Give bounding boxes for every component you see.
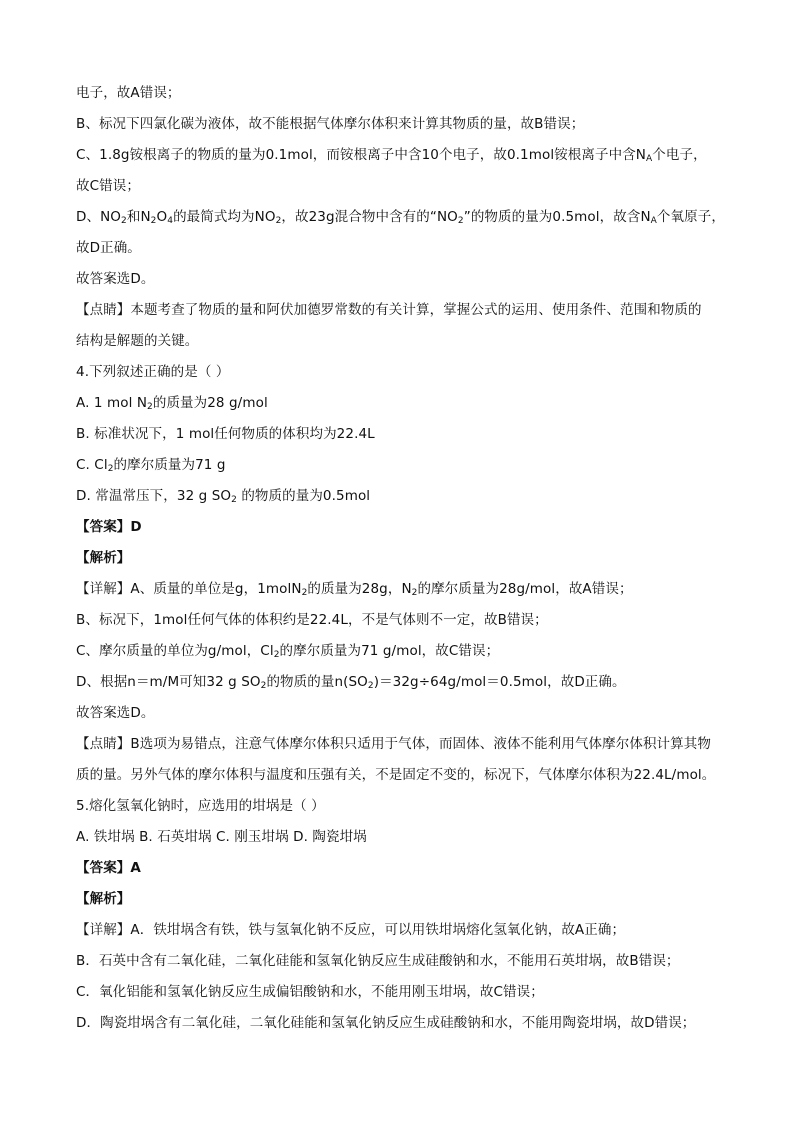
answer-line: 【答案】D [76,519,142,535]
comment-line: 【点睛】本题考查了物质的量和阿伏加德罗常数的有关计算，掌握公式的运用、使用条件、范围和物质的 [76,302,702,318]
text-line: C、1.8g铵根离子的物质的量为0.1mol，而铵根离子中含10个电子，故0.1mol铵根离子中含$N_A$个电子， [76,147,707,164]
explanation-line: 【详解】A、质量的单位是g，1molN$_2$的质量为28g，$N_2$的摩尔质量为28g/mol，故A错误； [76,581,633,598]
option-b: B. 标准状况下，1 mol任何物质的体积均为22.4L [76,426,375,442]
comment-line: 质的量。另外气体的摩尔体积与温度和压强有关，不是固定不变的，标况下，气体摩尔体积为22.4L/mol。 [76,767,716,783]
option-a: A. 1 mol $N_2$的质量为28 g/mol [76,395,268,412]
document-page [76,78,726,1039]
question-title: 4.下列叙述正确的是（ ） [76,364,230,380]
text-line: 故答案选D。 [76,705,155,721]
text-line: B、标况下四氯化碳为液体，故不能根据气体摩尔体积来计算其物质的量，故B错误； [76,116,585,132]
option-d: D. 常温常压下，32 g $SO_2$ 的物质的量为0.5mol [76,488,371,505]
explanation-line: C．氧化铝能和氢氧化钠反应生成偏铝酸钠和水，不能用刚玉坩埚，故C错误； [76,984,544,1000]
text-line: 故C错误； [76,178,140,194]
explanation-line: B．石英中含有二氧化硅，二氧化硅能和氢氧化钠反应生成硅酸钠和水，不能用石英坩埚，故B错误； [76,953,680,969]
comment-line: 结构是解题的关键。 [76,333,199,349]
explanation-line: B、标况下，1mol任何气体的体积约是22.4L，不是气体则不一定，故B错误； [76,612,548,628]
text-line: D、$NO_2$和$N_2O_4$的最简式均为$NO_2$，故23g混合物中含有的“$NO_2$”的物质的量为0.5mol，故含$N_A$个氧原子， [76,209,725,226]
answer-line: 【答案】A [76,860,141,876]
explanation-line: D、根据n＝m/M可知32 g $SO_2$的物质的量$n(SO_2)=32g\div 64g/mol=0.5mol$，故D正确。 [76,674,626,691]
option-c: C. $Cl_2$的摩尔质量为71 g [76,457,226,474]
comment-line: 【点睛】B选项为易错点，注意气体摩尔体积只适用于气体，而固体、液体不能利用气体摩尔体积计算其物 [76,736,711,752]
analysis-heading: 【解析】 [76,891,131,907]
text-line: 故D正确。 [76,240,141,256]
analysis-heading: 【解析】 [76,550,131,566]
text-line: 故答案选D。 [76,271,155,287]
options-line: A. 铁坩埚 B. 石英坩埚 C. 刚玉坩埚 D. 陶瓷坩埚 [76,829,367,845]
explanation-line: C、摩尔质量的单位为g/mol，$Cl_2$的摩尔质量为71 g/mol，故C错误； [76,643,500,660]
explanation-line: D．陶瓷坩埚含有二氧化硅，二氧化硅能和氢氧化钠反应生成硅酸钠和水，不能用陶瓷坩埚，故D错误； [76,1015,696,1031]
question-title: 5.熔化氢氧化钠时，应选用的坩埚是（ ） [76,798,325,814]
explanation-line: 【详解】A．铁坩埚含有铁，铁与氢氧化钠不反应，可以用铁坩埚熔化氢氧化钠，故A正确； [76,922,626,938]
text-line: 电子，故A错误； [76,85,181,101]
